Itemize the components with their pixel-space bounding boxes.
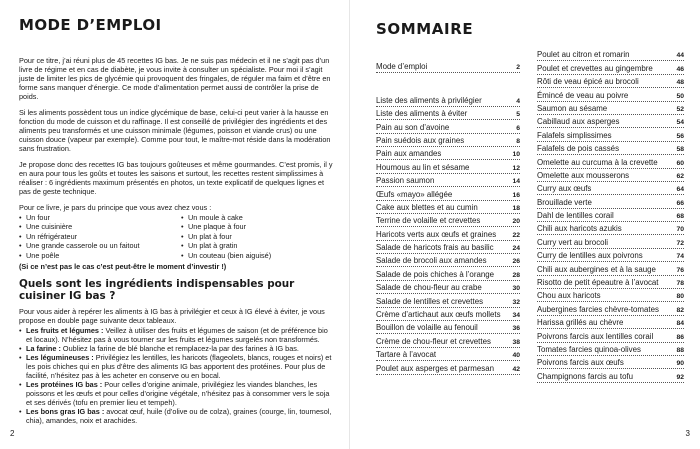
- toc-page-number: 36: [512, 325, 520, 333]
- toc-entry[interactable]: [537, 48, 684, 61]
- toc-entry[interactable]: [376, 334, 520, 347]
- toc-page-number: 6: [516, 124, 520, 132]
- toc-label: Aubergines farcies chèvre-tomates: [537, 304, 659, 314]
- toc-page-number: 30: [512, 285, 520, 293]
- toc-entry[interactable]: [376, 227, 520, 240]
- toc-entry[interactable]: [537, 115, 684, 128]
- toc-entry[interactable]: [376, 321, 520, 334]
- toc-label: Curry de lentilles aux poivrons: [537, 251, 643, 261]
- toc-label: Saumon au sésame: [537, 103, 608, 113]
- toc-entry[interactable]: [376, 174, 520, 187]
- toc-page-number: 48: [676, 79, 684, 87]
- toc-entry[interactable]: [537, 75, 684, 88]
- toc-label: Curry aux œufs: [537, 184, 592, 194]
- toc-page-number: 64: [676, 186, 684, 194]
- toc-entry[interactable]: [537, 262, 684, 275]
- toc-label: Houmous au lin et sésame: [376, 162, 470, 172]
- toc-entry[interactable]: [537, 302, 684, 315]
- ingredients-list: [19, 326, 334, 425]
- toc-gap: [376, 73, 520, 93]
- toc-label: Terrine de volaille et crevettes: [376, 216, 481, 226]
- toc-label: Rôti de veau épicé au brocoli: [537, 77, 639, 87]
- page-number: 2: [10, 429, 15, 438]
- toc-page-number: 52: [676, 105, 684, 113]
- toc-entry[interactable]: [537, 209, 684, 222]
- toc-entry[interactable]: [376, 294, 520, 307]
- toc-label: Omelette aux mousserons: [537, 170, 630, 180]
- ingredients-heading: Quels sont les ingrédients indispensables pour cuisiner IG bas ?: [19, 278, 295, 303]
- toc-label: Chili aux aubergines et à la sauge: [537, 264, 656, 274]
- toc-page-number: 50: [676, 92, 684, 100]
- toc-entry[interactable]: [376, 120, 520, 133]
- intro-paragraph: Si les aliments possèdent tous un indice glycémique de base, celui-ci peut varier à la hausse en fonction du mode de cuisson et du raffinage. Il est conseillé de privilégier des ingrédients et des aliments peu transformés et une cuisson minimale (légumes, poisson et viande crus) ou une cuisson douce (vapeur par exemple). Comme pour tout, le maître-mot réside dans la modération sans frustration.: [19, 108, 331, 153]
- ingredient-label: Les légumineuses :: [26, 353, 94, 363]
- ingredient-label: Les protéines IG bas :: [26, 380, 103, 390]
- toc-entry[interactable]: [537, 369, 684, 382]
- toc-entry[interactable]: [537, 289, 684, 302]
- toc-entry[interactable]: [376, 361, 520, 374]
- toc-page-number: 80: [676, 293, 684, 301]
- toc-page-number: 72: [676, 239, 684, 247]
- toc-page-number: 5: [516, 111, 520, 119]
- toc-label: Chili aux haricots azukis: [537, 224, 622, 234]
- toc-label: Tartare à l’avocat: [376, 350, 437, 360]
- toc-page-number: 38: [512, 338, 520, 346]
- toc-page-number: 82: [676, 306, 684, 314]
- toc-entry[interactable]: [537, 88, 684, 101]
- toc-entry[interactable]: [537, 343, 684, 356]
- list-item: • Une grande casserole ou un faitout: [19, 241, 181, 250]
- toc-page-number: 20: [512, 218, 520, 226]
- toc-list: [376, 93, 520, 374]
- ingredient-text: Oubliez la farine de blé blanche et remplacez-la par des farines à IG bas.: [60, 344, 299, 354]
- list-item: • Une plaque à four: [181, 222, 334, 231]
- toc-page-number: 26: [512, 258, 520, 266]
- toc-page-number: 68: [676, 213, 684, 221]
- toc-label: Œufs «mayo» allégée: [376, 189, 453, 199]
- toc-entry[interactable]: [376, 267, 520, 280]
- toc-entry[interactable]: [376, 134, 520, 147]
- toc-page-number: 90: [676, 360, 684, 368]
- toc-label: Dahl de lentilles corail: [537, 211, 614, 221]
- toc-entry[interactable]: [537, 329, 684, 342]
- toc-label: Risotto de petit épeautre à l’avocat: [537, 278, 659, 288]
- equipment-note: (Si ce n’est pas le cas c’est peut-être le moment d’investir !): [19, 262, 227, 272]
- toc-page-number: 2: [516, 64, 520, 72]
- toc-entry[interactable]: [537, 142, 684, 155]
- toc-page-number: 10: [512, 151, 520, 159]
- toc-entry[interactable]: [376, 241, 520, 254]
- toc-label: Pain au son d’avoine: [376, 122, 450, 132]
- toc-page-number: 42: [512, 365, 520, 373]
- toc-entry[interactable]: [376, 147, 520, 160]
- toc-label: Liste des aliments à privilégier: [376, 95, 482, 105]
- toc-page-number: 18: [512, 204, 520, 212]
- toc-label: Salade de pois chiches à l’orange: [376, 269, 495, 279]
- toc-label: Liste des aliments à éviter: [376, 109, 468, 119]
- toc-label: Crème d’artichaut aux œufs mollets: [376, 310, 501, 320]
- toc-list: [537, 48, 684, 383]
- toc-page-number: 60: [676, 159, 684, 167]
- ingredient-text: Privilégiez les lentilles, les haricots (flageolets, blancs, rouges et noirs) et les pois chiches qui en plus d’être des aliments IG bas apportent des protéines. Pour plus de facilité, n’hésitez pas à les acheter en conserve ou en bocal.: [26, 353, 332, 381]
- toc-label: Falafels simplissimes: [537, 130, 612, 140]
- toc-entry[interactable]: [537, 169, 684, 182]
- sommaire-title: SOMMAIRE: [376, 20, 474, 38]
- toc-label: Tomates farcies quinoa-olives: [537, 344, 641, 354]
- ingredient-label: Les bons gras IG bas :: [26, 407, 105, 417]
- toc-label: Pain suédois aux graines: [376, 135, 465, 145]
- toc-label: Poivrons farcis aux œufs: [537, 358, 624, 368]
- toc-page-number: 28: [512, 271, 520, 279]
- ingredient-text: Veillez à utiliser des fruits et légumes de saison (et de préférence bio et locaux). N’hésitez pas à vous tourner sur les fruits et légumes surgelés non transformés.: [26, 326, 328, 345]
- toc-label: Poivrons farcis aux lentilles corail: [537, 331, 654, 341]
- equipment-list: [19, 213, 334, 260]
- page-number: 3: [685, 429, 690, 438]
- toc-page-number: 24: [512, 245, 520, 253]
- toc-page-number: 54: [676, 119, 684, 127]
- toc-label: Passion saumon: [376, 176, 435, 186]
- ingredient-label: La farine :: [26, 344, 61, 354]
- toc-page-number: 46: [676, 65, 684, 73]
- list-item: • Un plat à gratin: [181, 241, 334, 250]
- toc-page-number: 58: [676, 146, 684, 154]
- list-item: [19, 326, 334, 344]
- toc-label: Crème de chou-fleur et crevettes: [376, 336, 491, 346]
- toc-entry[interactable]: [537, 61, 684, 74]
- toc-label: Pain aux amandes: [376, 149, 442, 159]
- ingredient-text: Pour celles d’origine animale, privilégiez les viandes blanches, les poissons et les œufs et pour celles d’origine végétale, n’hésitez pas à consommer vers le soja et ses dérivés (tofu en premier lieu et tempeh).: [26, 380, 330, 408]
- toc-entry[interactable]: [537, 249, 684, 262]
- toc-entry[interactable]: [376, 201, 520, 214]
- list-item: [19, 353, 334, 380]
- list-item: • Un plat à four: [181, 232, 334, 241]
- toc-page-number: 84: [676, 320, 684, 328]
- ingredient-text: avocat œuf, huile (d’olive ou de colza), graines (courge, lin, tournesol, chia), amandes, noix et arachides.: [26, 407, 332, 426]
- intro-paragraph: Pour ce livre, je pars du principe que vous avez chez vous :: [19, 203, 212, 212]
- toc-label: Chou aux haricots: [537, 291, 601, 301]
- toc-page-number: 92: [676, 373, 684, 381]
- toc-page-number: 62: [676, 172, 684, 180]
- toc-entry[interactable]: [376, 60, 520, 73]
- toc-page-number: 8: [516, 137, 520, 145]
- intro-paragraph: Pour ce titre, j’ai réuni plus de 45 recettes IG bas. Je ne suis pas médecin et il ne s’agit pas d’un livre de régime et en cas de diabète, je vous invite à consulter un spécialiste. Pour moi il s’agit juste de limiter les pics de glycémie qui provoquent des fringales, de réguler ma faim et d’être en forme sans manquer d’énergie. Ce mode d’alimentation permet aussi de contrôler la prise de poids.: [19, 56, 331, 101]
- toc-entry[interactable]: [376, 281, 520, 294]
- toc-page-number: 40: [512, 352, 520, 360]
- toc-page-number: 56: [676, 132, 684, 140]
- toc-page-number: 70: [676, 226, 684, 234]
- toc-entry[interactable]: [376, 93, 520, 106]
- toc-label: Brouillade verte: [537, 197, 592, 207]
- toc-label: Salade de brocoli aux amandes: [376, 256, 487, 266]
- list-item: [19, 380, 334, 407]
- toc-page-number: 32: [512, 298, 520, 306]
- mode-emploi-body: [19, 56, 334, 425]
- toc-entry[interactable]: [376, 107, 520, 120]
- toc-label: Mode d’emploi: [376, 62, 428, 72]
- toc-entry[interactable]: [376, 348, 520, 361]
- toc-label: Poulet et crevettes au gingembre: [537, 63, 653, 73]
- toc-entry[interactable]: [376, 214, 520, 227]
- toc-column-2: [537, 48, 684, 383]
- toc-page-number: 44: [676, 52, 684, 60]
- toc-page-number: 14: [512, 178, 520, 186]
- list-item: • Une poêle: [19, 251, 181, 260]
- toc-entry[interactable]: [376, 160, 520, 173]
- toc-entry[interactable]: [537, 316, 684, 329]
- toc-column-1: [376, 60, 520, 375]
- toc-label: Poulet aux asperges et parmesan: [376, 363, 494, 373]
- toc-label: Curry vert au brocoli: [537, 237, 609, 247]
- toc-label: Émincé de veau au poivre: [537, 90, 629, 100]
- toc-label: Champignons farcis au tofu: [537, 371, 634, 381]
- toc-label: Harissa grillés au chèvre: [537, 318, 624, 328]
- toc-label: Poulet au citron et romarin: [537, 50, 630, 60]
- toc-entry[interactable]: [537, 235, 684, 248]
- intro-paragraph: Je propose donc des recettes IG bas toujours goûteuses et même gourmandes. C’est promis, il y en aura pour tous les goûts et toutes les saisons et surtout, les recettes restent simplissimes à réaliser : 6 ingrédients maximum présentés en photos, un texte explicatif de quelques lignes et pas de geste technique.: [19, 160, 333, 196]
- toc-entry[interactable]: [376, 187, 520, 200]
- toc-label: Salade de chou-fleur au crabe: [376, 283, 482, 293]
- ingredients-intro: Pour vous aider à repérer les aliments à IG bas à privilégier et ceux à IG élevé à éviter, je vous propose en double page suivante deux tableaux.: [19, 307, 325, 326]
- toc-page-number: 86: [676, 333, 684, 341]
- toc-page-number: 16: [512, 191, 520, 199]
- list-item: • Un four: [19, 213, 181, 222]
- toc-label: Cabillaud aux asperges: [537, 117, 620, 127]
- toc-entry[interactable]: [537, 102, 684, 115]
- toc-entry[interactable]: [376, 308, 520, 321]
- toc-page-number: 66: [676, 199, 684, 207]
- right-page: [350, 0, 700, 449]
- toc-entry[interactable]: [537, 155, 684, 168]
- list-item: • Une cuisinière: [19, 222, 181, 231]
- toc-entry[interactable]: [537, 182, 684, 195]
- mode-emploi-title: MODE D’EMPLOI: [19, 16, 162, 34]
- list-item: [19, 407, 334, 425]
- toc-page-number: 22: [512, 231, 520, 239]
- toc-entry[interactable]: [376, 254, 520, 267]
- toc-label: Bouillon de volaille au fenouil: [376, 323, 478, 333]
- toc-entry[interactable]: [537, 276, 684, 289]
- ingredient-label: Les fruits et légumes :: [26, 326, 104, 336]
- toc-page-number: 4: [516, 97, 520, 105]
- list-item: [19, 344, 334, 353]
- toc-page-number: 12: [512, 164, 520, 172]
- toc-label: Salade de lentilles et crevettes: [376, 296, 484, 306]
- toc-entry[interactable]: [537, 195, 684, 208]
- toc-label: Omelette au curcuma à la crevette: [537, 157, 658, 167]
- toc-page-number: 74: [676, 253, 684, 261]
- list-item: • Un moule à cake: [181, 213, 334, 222]
- toc-page-number: 88: [676, 346, 684, 354]
- toc-label: Falafels de pois cassés: [537, 144, 620, 154]
- toc-entry[interactable]: [537, 128, 684, 141]
- toc-page-number: 76: [676, 266, 684, 274]
- toc-label: Salade de haricots frais au basilic: [376, 243, 494, 253]
- toc-label: Cake aux blettes et au cumin: [376, 202, 478, 212]
- toc-entry[interactable]: [537, 356, 684, 369]
- list-item: • Un couteau (bien aiguisé): [181, 251, 334, 260]
- toc-page-number: 78: [676, 280, 684, 288]
- toc-page-number: 34: [512, 312, 520, 320]
- toc-entry[interactable]: [537, 222, 684, 235]
- list-item: • Un réfrigérateur: [19, 232, 181, 241]
- toc-label: Haricots verts aux œufs et graines: [376, 229, 497, 239]
